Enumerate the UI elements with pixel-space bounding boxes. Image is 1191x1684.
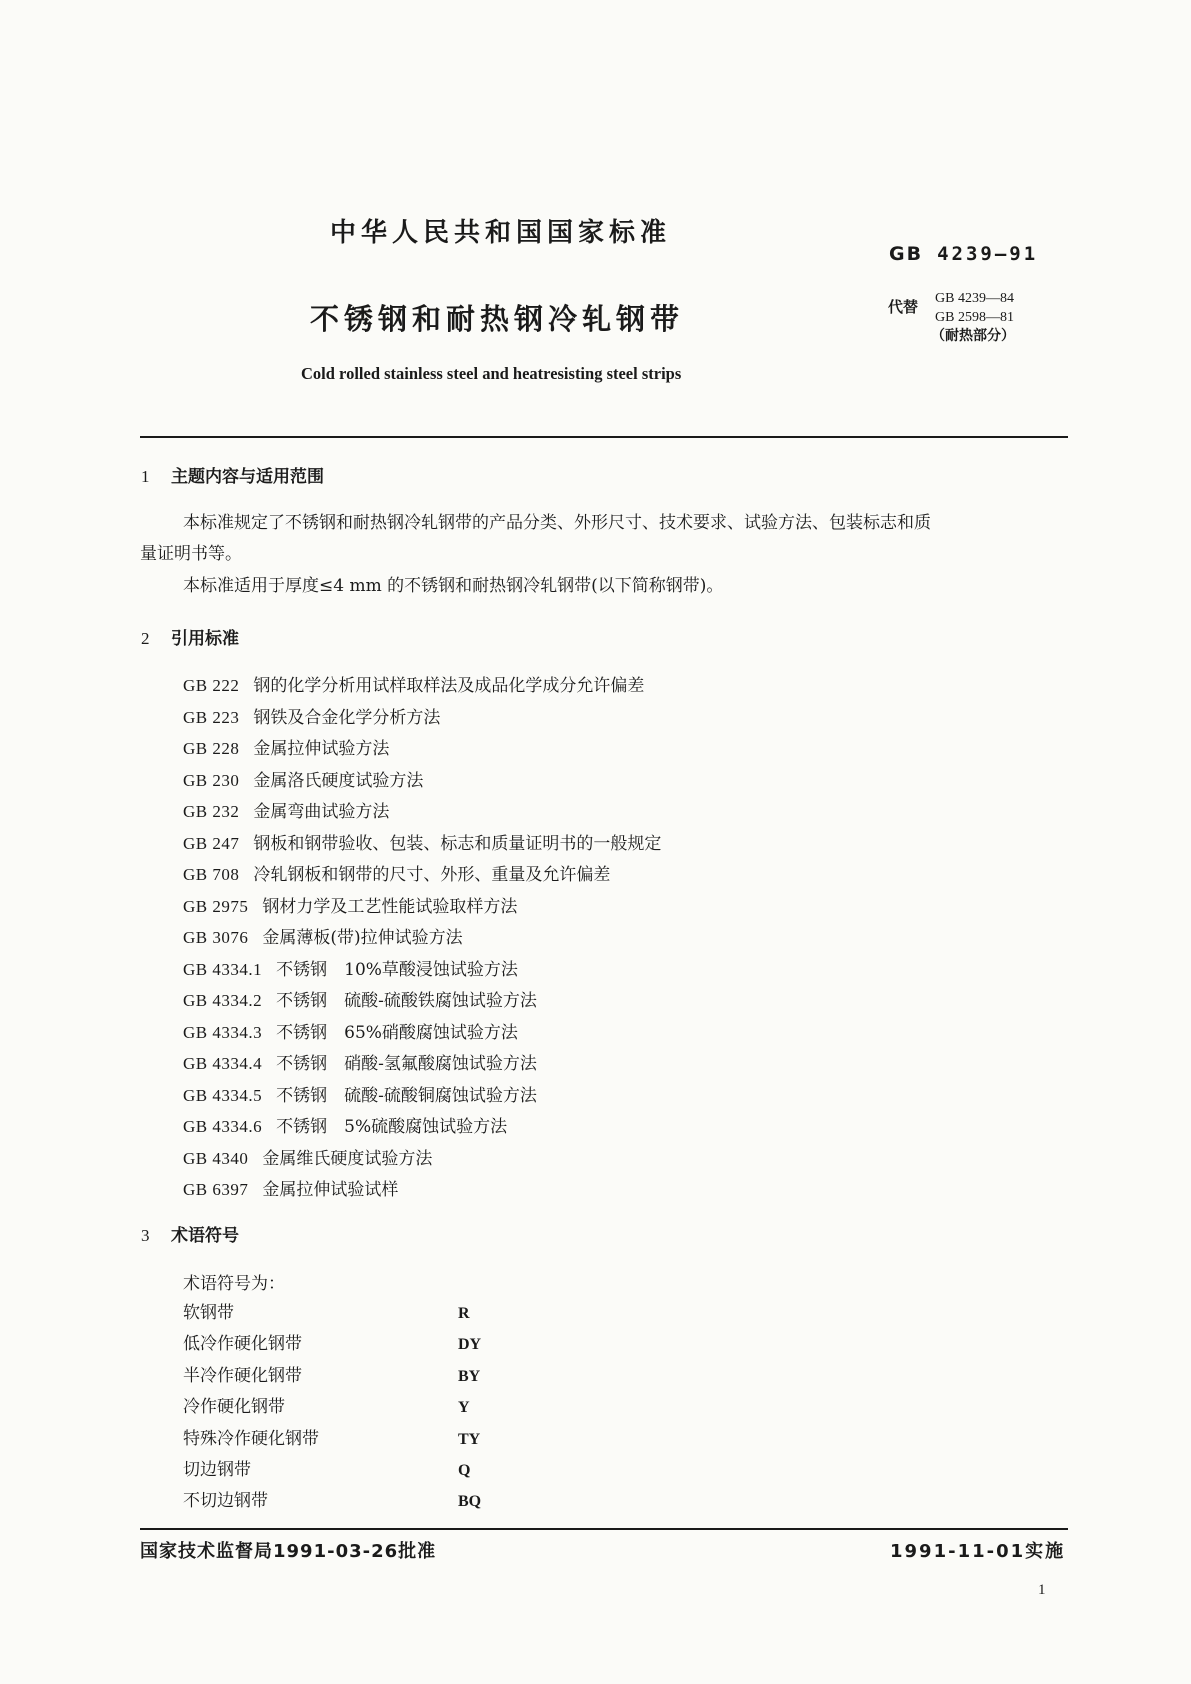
term-symbol: BQ — [458, 1493, 482, 1511]
reference-code: GB 708 — [183, 865, 240, 884]
reference-name: 金属弯曲试验方法 — [253, 802, 390, 822]
term-symbol-row — [183, 1486, 482, 1517]
country-standard-title: 中华人民共和国国家标准 — [330, 218, 672, 248]
standard-code-prefix: GB — [889, 243, 924, 265]
reference-name: 金属拉伸试验方法 — [253, 739, 390, 759]
term-symbol-row — [183, 1361, 481, 1392]
symbols-intro: 术语符号为： — [183, 1274, 285, 1294]
effective-date: 1991-11-01实施 — [890, 1541, 1066, 1562]
document-title-cn: 不锈钢和耐热钢冷轧钢带 — [310, 302, 685, 336]
reference-name: 不锈钢 硝酸-氢氟酸腐蚀试验方法 — [276, 1054, 537, 1074]
section-title: 主题内容与适用范围 — [171, 467, 324, 487]
reference-row — [183, 1048, 661, 1080]
reference-code: GB 230 — [183, 770, 240, 790]
reference-name: 不锈钢 硫酸-硫酸铁腐蚀试验方法 — [276, 991, 537, 1011]
term-name: 切边钢带 — [183, 1459, 251, 1480]
section-1-paragraph-2: 本标准适用于厚度≤4 mm 的不锈钢和耐热钢冷轧钢带(以下简称钢带)。 — [183, 576, 724, 596]
reference-row — [183, 796, 661, 828]
reference-code: GB 4340 — [183, 1148, 249, 1168]
reference-row — [183, 985, 661, 1017]
reference-row — [183, 828, 661, 860]
reference-code: GB 4334.3 — [183, 1022, 263, 1042]
term-symbol: R — [458, 1305, 470, 1322]
document-title-en: Cold rolled stainless steel and heatresisting steel strips — [301, 364, 682, 383]
reference-name: 不锈钢 65%硝酸腐蚀试验方法 — [276, 1022, 518, 1043]
reference-code: GB 232 — [183, 802, 240, 821]
term-name: 冷作硬化钢带 — [183, 1397, 285, 1418]
footer-divider — [140, 1528, 1068, 1530]
standard-code — [889, 243, 1038, 265]
reference-row — [183, 1080, 661, 1112]
term-symbol-row — [183, 1392, 470, 1423]
replaces-list — [931, 289, 1015, 346]
term-symbol-row — [183, 1455, 471, 1486]
reference-name: 金属维氏硬度试验方法 — [262, 1148, 433, 1169]
reference-name: 金属拉伸试验试样 — [262, 1180, 399, 1200]
replaced-standard: GB 4239—84 — [935, 291, 1014, 306]
term-name: 特殊冷作硬化钢带 — [183, 1428, 319, 1449]
reference-row — [183, 922, 661, 954]
reference-row — [183, 859, 661, 891]
section-2-heading — [141, 624, 239, 649]
term-symbols-list — [183, 1298, 482, 1518]
reference-code: GB 4334.4 — [183, 1054, 263, 1073]
reference-code: GB 247 — [183, 833, 240, 853]
replaces-note: （耐热部分） — [931, 328, 1015, 344]
reference-row — [183, 670, 661, 702]
reference-code: GB 222 — [183, 676, 240, 695]
term-symbol: Y — [458, 1399, 470, 1417]
reference-name: 钢板和钢带验收、包装、标志和质量证明书的一般规定 — [253, 833, 662, 854]
standard-code-number: 4239—91 — [937, 243, 1039, 265]
replaces-label: 代替 — [888, 298, 919, 316]
term-symbol: BY — [458, 1367, 481, 1385]
page-number: 1 — [1038, 1582, 1046, 1598]
reference-code: GB 4334.1 — [183, 959, 263, 979]
reference-code: GB 4334.2 — [183, 991, 263, 1010]
term-name: 低冷作硬化钢带 — [183, 1334, 302, 1355]
reference-row — [183, 1174, 661, 1206]
reference-code: GB 3076 — [183, 928, 249, 947]
section-title: 术语符号 — [171, 1226, 239, 1246]
approval-statement: 国家技术监督局1991-03-26批准 — [140, 1541, 437, 1562]
reference-row — [183, 1017, 661, 1049]
reference-name: 不锈钢 硫酸-硫酸铜腐蚀试验方法 — [276, 1085, 537, 1106]
header-divider — [140, 436, 1068, 438]
reference-name: 不锈钢 10%草酸浸蚀试验方法 — [276, 959, 518, 980]
term-name: 软钢带 — [183, 1303, 234, 1323]
section-1-paragraph-1-line-2: 量证明书等。 — [140, 544, 242, 564]
reference-row — [183, 765, 661, 797]
reference-name: 钢材力学及工艺性能试验取样方法 — [262, 896, 518, 917]
reference-name: 钢的化学分析用试样取样法及成品化学成分允许偏差 — [253, 676, 645, 696]
reference-name: 金属洛氏硬度试验方法 — [253, 770, 424, 791]
reference-code: GB 223 — [183, 707, 240, 727]
reference-code: GB 228 — [183, 739, 240, 758]
section-1-heading — [141, 462, 324, 487]
section-1-paragraph-1-line-1: 本标准规定了不锈钢和耐热钢冷轧钢带的产品分类、外形尺寸、技术要求、试验方法、包装标志和质 — [183, 513, 931, 533]
reference-row — [183, 1143, 661, 1175]
reference-code: GB 6397 — [183, 1180, 249, 1199]
term-symbol-row — [183, 1329, 482, 1360]
term-name: 半冷作硬化钢带 — [183, 1365, 302, 1386]
reference-name: 不锈钢 5%硫酸腐蚀试验方法 — [276, 1117, 508, 1137]
section-title: 引用标准 — [171, 629, 239, 649]
reference-code: GB 2975 — [183, 896, 249, 916]
term-symbol-row — [183, 1424, 481, 1455]
term-name: 不切边钢带 — [183, 1491, 268, 1512]
section-3-heading — [141, 1221, 239, 1246]
term-symbol: DY — [458, 1336, 482, 1354]
reference-row — [183, 1111, 661, 1143]
term-symbol: TY — [458, 1430, 481, 1448]
section-number: 1 — [141, 467, 150, 486]
section-number: 3 — [141, 1226, 150, 1245]
term-symbol-row — [183, 1298, 470, 1329]
reference-row — [183, 702, 661, 734]
reference-name: 金属薄板(带)拉伸试验方法 — [262, 928, 463, 948]
reference-name: 冷轧钢板和钢带的尺寸、外形、重量及允许偏差 — [253, 865, 611, 885]
reference-code: GB 4334.5 — [183, 1085, 263, 1105]
reference-row — [183, 733, 661, 765]
reference-standards-list — [183, 670, 661, 1206]
reference-row — [183, 954, 661, 986]
reference-row — [183, 891, 661, 923]
term-symbol: Q — [458, 1461, 471, 1479]
section-number: 2 — [141, 629, 150, 648]
reference-code: GB 4334.6 — [183, 1117, 263, 1136]
reference-name: 钢铁及合金化学分析方法 — [253, 707, 441, 728]
replaced-standard: GB 2598—81 — [935, 310, 1014, 325]
